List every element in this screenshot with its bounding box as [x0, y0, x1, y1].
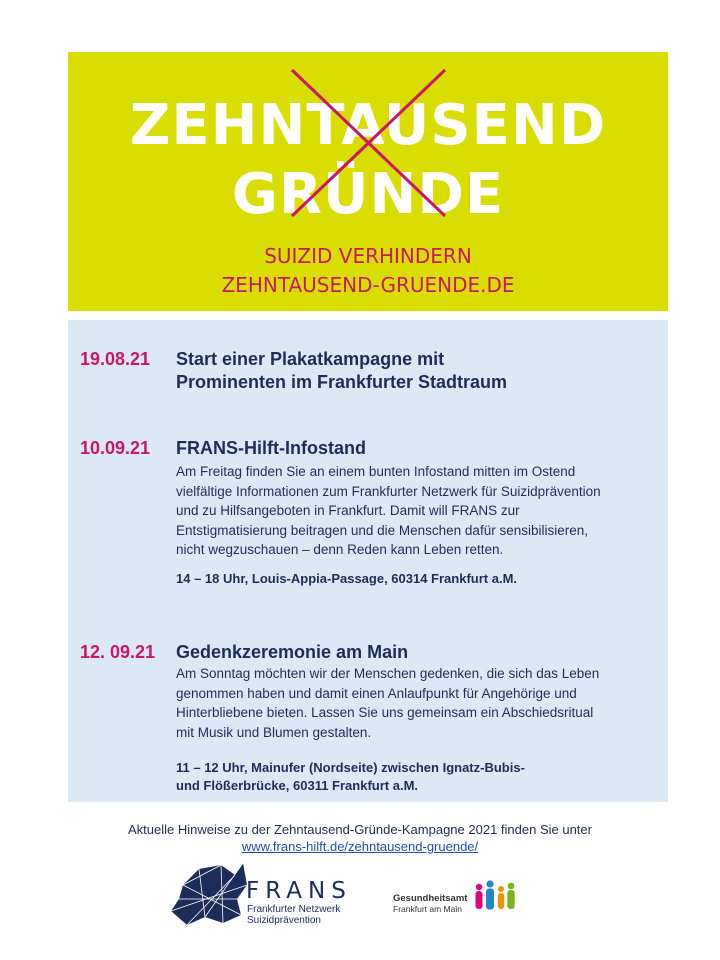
- event-title: FRANS-Hilft-Infostand: [176, 438, 366, 458]
- event-location: 11 – 12 Uhr, Mainufer (Nordseite) zwischen Ignatz-Bubis-: [176, 760, 525, 775]
- banner-title-line1: ZEHNTAUSEND: [129, 93, 607, 158]
- people-icon: [472, 878, 518, 914]
- event-title: Gedenkzeremonie am Main: [176, 642, 409, 662]
- health-office-name: Gesundheitsamt: [393, 893, 468, 904]
- event-description: Am Freitag finden Sie an einem bunten Infostand mitten im Ostend vielfältige Informationen zum Frankfurter Netzwerk für Suizidprävention und zu Hilfsangeboten in Frankfurt. Damit will FRANS zur Entstigmatisierung beitragen und die Menschen dafür sensibilisieren, nicht wegzuschauen – denn Reden kann Leben retten.: [176, 464, 601, 557]
- campaign-link[interactable]: www.frans-hilft.de/zehntausend-gruende/: [241, 839, 479, 854]
- footer-note: Aktuelle Hinweise zu der Zehntausend-Gründe-Kampagne 2021 finden Sie unter: [128, 822, 592, 837]
- event-location: 14 – 18 Uhr, Louis-Appia-Passage, 60314 Frankfurt a.M.: [176, 571, 518, 586]
- banner-slogan: SUIZID VERHINDERN: [264, 244, 472, 268]
- frans-subtitle: Frankfurter Netzwerk Suizidprävention: [247, 904, 341, 926]
- event-date: 12. 09.21: [80, 642, 156, 662]
- health-office-city: Frankfurt am Main: [393, 904, 462, 914]
- frans-wordmark: FRANS: [246, 878, 352, 904]
- event-date: 19.08.21: [80, 349, 151, 369]
- campaign-banner: [68, 52, 668, 311]
- event-title: Prominenten im Frankfurter Stadtraum: [176, 372, 508, 392]
- event-date: 10.09.21: [80, 438, 151, 458]
- event-title: Start einer Plakatkampagne mit: [176, 349, 445, 369]
- event-description: Am Sonntag möchten wir der Menschen gedenken, die sich das Leben genommen haben und damit einen Anlaufpunkt für Angehörige und Hinterbliebene bieten. Lassen Sie uns gemeinsam ein Abschiedsritual mit Musik und Blumen gestalten.: [176, 666, 600, 740]
- event-location: und Flößerbrücke, 60311 Frankfurt a.M.: [176, 778, 419, 793]
- banner-website: ZEHNTAUSEND-GRUENDE.DE: [221, 273, 515, 297]
- footer-link-row: [0, 838, 720, 855]
- banner-title-line2: GRÜNDE: [231, 162, 505, 227]
